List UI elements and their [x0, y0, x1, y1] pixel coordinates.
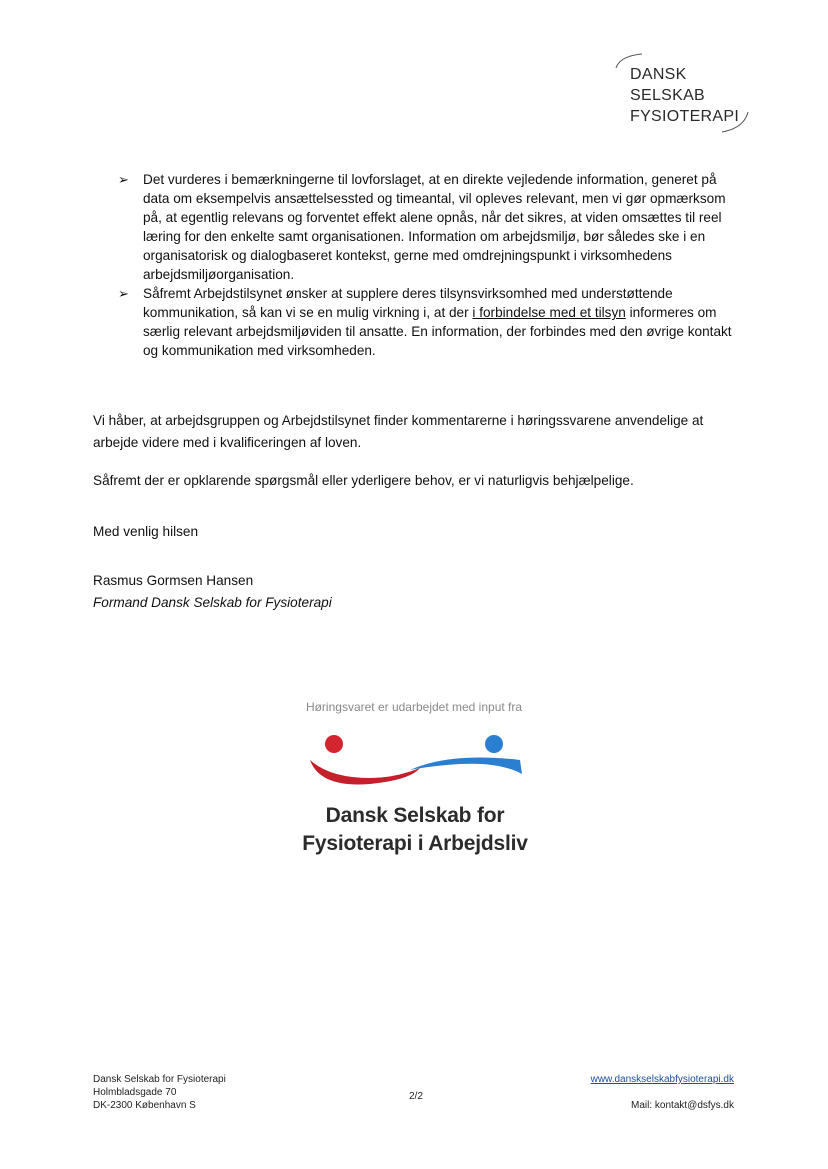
greeting: Med venlig hilsen — [93, 524, 199, 539]
arrow-bullet-icon: ➢ — [118, 172, 129, 187]
footer-contact — [591, 1073, 734, 1112]
signer-name: Rasmus Gormsen Hansen — [93, 573, 254, 588]
arrow-bullet-icon: ➢ — [118, 286, 129, 301]
organization-logo — [300, 730, 540, 790]
bullet-item — [118, 170, 738, 284]
bullet-list — [118, 170, 738, 360]
bullet-item — [118, 284, 738, 360]
logo-line-2: SELSKAB — [630, 87, 706, 104]
swoosh-logo-icon — [300, 730, 540, 790]
closing-paragraph: Vi håber, at arbejdsgruppen og Arbejdstilsynet finder kommentarerne i høringssvarene anvendelige at arbejde videre med i kvalificeringen af loven. — [93, 413, 704, 450]
page-number: 2/2 — [409, 1091, 423, 1102]
logo-line-3: FYSIOTERAPI — [630, 108, 740, 125]
input-caption: Høringsvaret er udarbejdet med input fra — [305, 700, 523, 714]
bullet-text: Det vurderes i bemærkningerne til lovforslaget, at en direkte vejledende information, generet på data om eksempelvis ansættelsessted og timeantal, vil opleves relevant, men vi gør opmærksom på, at egentlig relevans og forventet effekt alene opnås, når det sikres, at viden omsættes til reel læring for den enkelte samt organisationen. Information om arbejdsmiljø, bør således ske i en organisatorisk og dialogbaseret kontekst, gerne med omdrejningspunkt i virksomhedens arbejdsmiljøorganisation. — [143, 172, 726, 282]
website-link[interactable]: www.danskselskabfysioterapi.dk — [590, 1074, 734, 1085]
bullet-text: Såfremt Arbejdstilsynet ønsker at supplere deres tilsynsvirksomhed med understøttende kommunikation, så kan vi se en mulig virkning i, at der — [143, 286, 673, 320]
header-logo — [612, 50, 752, 142]
bullet-underlined-text: i forbindelse med et tilsyn — [472, 305, 626, 320]
signer-title: Formand Dansk Selskab for Fysioterapi — [93, 595, 332, 610]
bullet-text: informeres om særlig relevant arbejdsmiljøviden til ansatte. En information, der forbindes med den øvrige kontakt og kommunikation med virksomheden. — [143, 305, 732, 358]
contact-paragraph: Såfremt der er opklarende spørgsmål eller yderligere behov, er vi naturligvis behjælpelige. — [93, 473, 634, 488]
footer-address: Dansk Selskab for Fysioterapi Holmbladsgade 70 DK-2300 København S — [93, 1074, 226, 1111]
organization-name: Dansk Selskab for Fysioterapi i Arbejdsliv — [302, 804, 528, 855]
logo-line-1: DANSK — [630, 66, 687, 83]
mail-address: Mail: kontakt@dsfys.dk — [631, 1100, 734, 1111]
logo-text — [630, 64, 739, 127]
